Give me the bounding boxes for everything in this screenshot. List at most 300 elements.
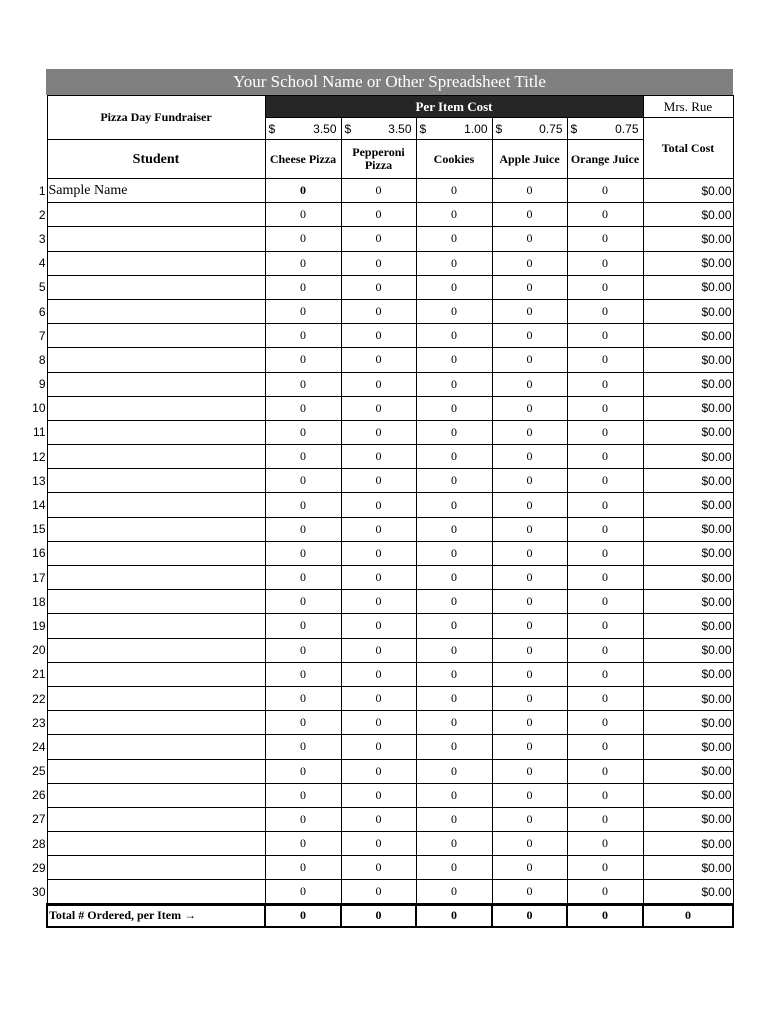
price-cell[interactable] bbox=[492, 118, 567, 140]
row-total-cost[interactable]: $0.00 bbox=[643, 783, 733, 807]
table-row bbox=[28, 227, 733, 251]
row-number: 17 bbox=[32, 570, 46, 585]
row-total-cost[interactable]: $0.00 bbox=[643, 880, 733, 904]
student-name-cell[interactable] bbox=[47, 299, 265, 323]
price-cell[interactable] bbox=[265, 118, 341, 140]
quantity-cell[interactable]: 0 bbox=[341, 807, 416, 831]
quantity-cell[interactable]: 0 bbox=[416, 880, 492, 904]
quantity-cell[interactable]: 0 bbox=[265, 396, 341, 420]
student-name-cell[interactable] bbox=[47, 541, 265, 565]
table-row bbox=[28, 541, 733, 565]
quantity-cell[interactable]: 0 bbox=[567, 638, 643, 662]
table-row bbox=[28, 251, 733, 275]
row-number: 24 bbox=[32, 739, 46, 754]
table-row bbox=[28, 445, 733, 469]
row-number: 4 bbox=[38, 256, 46, 271]
table-row bbox=[28, 396, 733, 420]
student-name-cell[interactable] bbox=[47, 348, 265, 372]
quantity-cell[interactable]: 0 bbox=[341, 638, 416, 662]
student-name-cell[interactable] bbox=[47, 807, 265, 831]
quantity-cell[interactable]: 0 bbox=[265, 324, 341, 348]
row-total-cost[interactable]: $0.00 bbox=[643, 469, 733, 493]
quantity-cell[interactable]: 0 bbox=[567, 348, 643, 372]
quantity-cell[interactable]: 0 bbox=[341, 832, 416, 856]
item-header-orange-juice[interactable]: Orange Juice bbox=[567, 140, 643, 179]
total-ordered-label[interactable]: Total # Ordered, per Item → bbox=[47, 904, 265, 927]
row-total-cost[interactable]: $0.00 bbox=[643, 856, 733, 880]
quantity-cell[interactable]: 0 bbox=[341, 445, 416, 469]
row-number: 8 bbox=[38, 352, 46, 367]
item-header-apple-juice[interactable]: Apple Juice bbox=[492, 140, 567, 179]
row-number: 3 bbox=[38, 231, 46, 246]
row-number: 26 bbox=[32, 788, 46, 803]
table-row bbox=[28, 735, 733, 759]
quantity-cell[interactable]: 0 bbox=[416, 299, 492, 323]
row-total-cost[interactable]: $0.00 bbox=[643, 275, 733, 299]
item-header-cookies[interactable]: Cookies bbox=[416, 140, 492, 179]
table-row bbox=[28, 880, 733, 904]
student-name-cell[interactable] bbox=[47, 638, 265, 662]
row-number: 21 bbox=[32, 667, 46, 682]
row-number: 9 bbox=[38, 377, 46, 392]
quantity-cell[interactable]: 0 bbox=[492, 517, 567, 541]
table-row bbox=[28, 203, 733, 227]
quantity-cell[interactable]: 0 bbox=[567, 299, 643, 323]
quantity-cell[interactable]: 0 bbox=[265, 348, 341, 372]
item-total[interactable]: 0 bbox=[416, 904, 492, 927]
price-cell[interactable] bbox=[567, 118, 643, 140]
student-name-cell[interactable]: Sample Name bbox=[47, 179, 265, 203]
quantity-cell[interactable]: 0 bbox=[567, 614, 643, 638]
table-row bbox=[28, 299, 733, 323]
quantity-cell[interactable]: 0 bbox=[265, 445, 341, 469]
student-name-cell[interactable] bbox=[47, 711, 265, 735]
row-number: 5 bbox=[38, 280, 46, 295]
quantity-cell[interactable]: 0 bbox=[265, 686, 341, 710]
student-name-cell[interactable] bbox=[47, 759, 265, 783]
row-number: 30 bbox=[32, 885, 46, 900]
quantity-cell[interactable]: 0 bbox=[265, 251, 341, 275]
quantity-cell[interactable]: 0 bbox=[567, 372, 643, 396]
quantity-cell[interactable]: 0 bbox=[265, 566, 341, 590]
quantity-cell[interactable]: 0 bbox=[341, 493, 416, 517]
quantity-cell[interactable]: 0 bbox=[341, 686, 416, 710]
item-total[interactable]: 0 bbox=[265, 904, 341, 927]
grand-total[interactable]: 0 bbox=[643, 904, 733, 927]
quantity-cell[interactable]: 0 bbox=[265, 203, 341, 227]
table-row bbox=[28, 638, 733, 662]
price-value: 3.50 bbox=[313, 122, 337, 136]
row-number: 22 bbox=[32, 691, 46, 706]
quantity-cell[interactable]: 0 bbox=[492, 686, 567, 710]
item-total[interactable]: 0 bbox=[341, 904, 416, 927]
quantity-cell[interactable]: 0 bbox=[416, 517, 492, 541]
table-row bbox=[28, 856, 733, 880]
price-cell[interactable] bbox=[341, 118, 416, 140]
quantity-cell[interactable]: 0 bbox=[341, 614, 416, 638]
student-name-cell[interactable] bbox=[47, 251, 265, 275]
quantity-cell[interactable]: 0 bbox=[265, 179, 341, 203]
quantity-cell[interactable]: 0 bbox=[341, 396, 416, 420]
quantity-cell[interactable]: 0 bbox=[492, 638, 567, 662]
quantity-cell[interactable]: 0 bbox=[567, 807, 643, 831]
quantity-cell[interactable]: 0 bbox=[416, 469, 492, 493]
quantity-cell[interactable]: 0 bbox=[265, 372, 341, 396]
row-total-cost[interactable]: $0.00 bbox=[643, 711, 733, 735]
row-number-spacer bbox=[28, 140, 47, 179]
row-number: 11 bbox=[33, 425, 46, 440]
quantity-cell[interactable]: 0 bbox=[416, 711, 492, 735]
quantity-cell[interactable]: 0 bbox=[341, 759, 416, 783]
quantity-cell[interactable]: 0 bbox=[567, 227, 643, 251]
quantity-cell[interactable]: 0 bbox=[567, 445, 643, 469]
row-total-cost[interactable]: $0.00 bbox=[643, 179, 733, 203]
quantity-cell[interactable]: 0 bbox=[265, 227, 341, 251]
quantity-cell[interactable]: 0 bbox=[567, 686, 643, 710]
student-name-cell[interactable] bbox=[47, 372, 265, 396]
student-name-cell[interactable] bbox=[47, 856, 265, 880]
quantity-cell[interactable]: 0 bbox=[416, 324, 492, 348]
item-total[interactable]: 0 bbox=[567, 904, 643, 927]
quantity-cell[interactable]: 0 bbox=[416, 275, 492, 299]
quantity-cell[interactable]: 0 bbox=[567, 662, 643, 686]
quantity-cell[interactable]: 0 bbox=[341, 203, 416, 227]
table-row bbox=[28, 832, 733, 856]
table-row bbox=[28, 348, 733, 372]
quantity-cell[interactable]: 0 bbox=[492, 832, 567, 856]
quantity-cell[interactable]: 0 bbox=[567, 759, 643, 783]
row-total-cost[interactable]: $0.00 bbox=[643, 807, 733, 831]
quantity-cell[interactable]: 0 bbox=[492, 251, 567, 275]
quantity-cell[interactable]: 0 bbox=[265, 541, 341, 565]
student-name-cell[interactable] bbox=[47, 614, 265, 638]
row-number: 14 bbox=[32, 498, 46, 513]
quantity-cell[interactable]: 0 bbox=[492, 420, 567, 444]
table-row bbox=[28, 614, 733, 638]
quantity-cell[interactable]: 0 bbox=[567, 275, 643, 299]
quantity-cell[interactable]: 0 bbox=[416, 686, 492, 710]
quantity-cell[interactable]: 0 bbox=[416, 372, 492, 396]
quantity-cell[interactable]: 0 bbox=[265, 614, 341, 638]
row-number: 12 bbox=[32, 449, 46, 464]
row-number: 6 bbox=[38, 304, 46, 319]
table-row bbox=[28, 517, 733, 541]
quantity-cell[interactable]: 0 bbox=[416, 759, 492, 783]
student-name-cell[interactable] bbox=[47, 735, 265, 759]
table-row bbox=[28, 420, 733, 444]
quantity-cell[interactable]: 0 bbox=[341, 420, 416, 444]
row-total-cost[interactable]: $0.00 bbox=[643, 517, 733, 541]
quantity-cell[interactable]: 0 bbox=[567, 203, 643, 227]
quantity-cell[interactable]: 0 bbox=[341, 783, 416, 807]
quantity-cell[interactable]: 0 bbox=[265, 517, 341, 541]
row-number: 15 bbox=[32, 522, 46, 537]
quantity-cell[interactable]: 0 bbox=[265, 638, 341, 662]
quantity-cell[interactable]: 0 bbox=[567, 517, 643, 541]
price-value: 1.00 bbox=[464, 122, 488, 136]
quantity-cell[interactable]: 0 bbox=[341, 227, 416, 251]
order-table bbox=[28, 95, 734, 928]
quantity-cell[interactable]: 0 bbox=[567, 832, 643, 856]
quantity-cell[interactable]: 0 bbox=[341, 517, 416, 541]
quantity-cell[interactable]: 0 bbox=[341, 541, 416, 565]
student-name-cell[interactable] bbox=[47, 227, 265, 251]
student-header[interactable]: Student bbox=[47, 140, 265, 179]
quantity-cell[interactable]: 0 bbox=[265, 880, 341, 904]
quantity-cell[interactable]: 0 bbox=[341, 275, 416, 299]
row-total-cost[interactable]: $0.00 bbox=[643, 832, 733, 856]
quantity-cell[interactable]: 0 bbox=[265, 783, 341, 807]
per-item-cost-header[interactable]: Per Item Cost bbox=[265, 96, 643, 118]
quantity-cell[interactable]: 0 bbox=[341, 179, 416, 203]
quantity-cell[interactable]: 0 bbox=[265, 493, 341, 517]
currency-symbol: $ bbox=[344, 122, 352, 136]
quantity-cell[interactable]: 0 bbox=[416, 541, 492, 565]
row-total-cost[interactable]: $0.00 bbox=[643, 566, 733, 590]
item-header-pepperoni-pizza[interactable]: Pepperoni Pizza bbox=[341, 140, 416, 179]
quantity-cell[interactable]: 0 bbox=[567, 856, 643, 880]
quantity-cell[interactable]: 0 bbox=[416, 638, 492, 662]
row-number: 29 bbox=[32, 860, 46, 875]
quantity-cell[interactable]: 0 bbox=[416, 662, 492, 686]
quantity-cell[interactable]: 0 bbox=[416, 251, 492, 275]
quantity-cell[interactable]: 0 bbox=[567, 493, 643, 517]
quantity-cell[interactable]: 0 bbox=[416, 179, 492, 203]
quantity-cell[interactable]: 0 bbox=[416, 493, 492, 517]
table-row bbox=[28, 372, 733, 396]
quantity-cell[interactable]: 0 bbox=[341, 566, 416, 590]
row-total-cost[interactable]: $0.00 bbox=[643, 541, 733, 565]
price-value: 3.50 bbox=[388, 122, 412, 136]
item-header-cheese-pizza[interactable]: Cheese Pizza bbox=[265, 140, 341, 179]
sheet-title[interactable]: Your School Name or Other Spreadsheet Title bbox=[46, 69, 733, 95]
quantity-cell[interactable]: 0 bbox=[416, 348, 492, 372]
quantity-cell[interactable]: 0 bbox=[341, 711, 416, 735]
quantity-cell[interactable]: 0 bbox=[341, 372, 416, 396]
price-value: 0.75 bbox=[539, 122, 563, 136]
row-number: 23 bbox=[32, 715, 46, 730]
row-number: 16 bbox=[32, 546, 46, 561]
table-row bbox=[28, 590, 733, 614]
row-number: 18 bbox=[32, 594, 46, 609]
quantity-cell[interactable]: 0 bbox=[567, 711, 643, 735]
student-name-cell[interactable] bbox=[47, 493, 265, 517]
quantity-cell[interactable]: 0 bbox=[492, 783, 567, 807]
row-total-cost[interactable]: $0.00 bbox=[643, 493, 733, 517]
quantity-cell[interactable]: 0 bbox=[341, 662, 416, 686]
student-name-cell[interactable] bbox=[47, 469, 265, 493]
table-row bbox=[28, 807, 733, 831]
student-name-cell[interactable] bbox=[47, 566, 265, 590]
student-name-cell[interactable] bbox=[47, 203, 265, 227]
student-name-cell[interactable] bbox=[47, 445, 265, 469]
quantity-cell[interactable]: 0 bbox=[265, 711, 341, 735]
row-number-spacer bbox=[28, 96, 47, 118]
quantity-cell[interactable]: 0 bbox=[492, 711, 567, 735]
quantity-cell[interactable]: 0 bbox=[567, 735, 643, 759]
quantity-cell[interactable]: 0 bbox=[492, 445, 567, 469]
row-total-cost[interactable]: $0.00 bbox=[643, 445, 733, 469]
quantity-cell[interactable]: 0 bbox=[567, 566, 643, 590]
row-total-cost[interactable]: $0.00 bbox=[643, 203, 733, 227]
currency-symbol: $ bbox=[419, 122, 427, 136]
quantity-cell[interactable]: 0 bbox=[265, 469, 341, 493]
row-number: 20 bbox=[32, 643, 46, 658]
quantity-cell[interactable]: 0 bbox=[492, 807, 567, 831]
row-total-cost[interactable]: $0.00 bbox=[643, 348, 733, 372]
quantity-cell[interactable]: 0 bbox=[492, 735, 567, 759]
quantity-cell[interactable]: 0 bbox=[265, 662, 341, 686]
quantity-cell[interactable]: 0 bbox=[265, 299, 341, 323]
total-cost-header[interactable]: Total Cost bbox=[643, 118, 733, 179]
student-name-cell[interactable] bbox=[47, 396, 265, 420]
table-row bbox=[28, 324, 733, 348]
currency-symbol: $ bbox=[570, 122, 578, 136]
quantity-cell[interactable]: 0 bbox=[492, 759, 567, 783]
row-number: 19 bbox=[32, 618, 46, 633]
row-total-cost[interactable]: $0.00 bbox=[643, 735, 733, 759]
quantity-cell[interactable]: 0 bbox=[416, 445, 492, 469]
student-name-cell[interactable] bbox=[47, 783, 265, 807]
row-number: 27 bbox=[32, 812, 46, 827]
quantity-cell[interactable]: 0 bbox=[341, 469, 416, 493]
student-name-cell[interactable] bbox=[47, 590, 265, 614]
quantity-cell[interactable]: 0 bbox=[265, 275, 341, 299]
table-row bbox=[28, 493, 733, 517]
quantity-cell[interactable]: 0 bbox=[567, 420, 643, 444]
row-number: 1 bbox=[38, 183, 46, 198]
quantity-cell[interactable]: 0 bbox=[492, 324, 567, 348]
quantity-cell[interactable]: 0 bbox=[416, 420, 492, 444]
quantity-cell[interactable]: 0 bbox=[492, 348, 567, 372]
table-row bbox=[28, 686, 733, 710]
quantity-cell[interactable]: 0 bbox=[265, 759, 341, 783]
quantity-cell[interactable]: 0 bbox=[265, 735, 341, 759]
student-name-cell[interactable] bbox=[47, 275, 265, 299]
row-number: 7 bbox=[38, 328, 46, 343]
row-number: 25 bbox=[32, 764, 46, 779]
row-total-cost[interactable]: $0.00 bbox=[643, 614, 733, 638]
quantity-cell[interactable]: 0 bbox=[416, 735, 492, 759]
row-total-cost[interactable]: $0.00 bbox=[643, 759, 733, 783]
row-total-cost[interactable]: $0.00 bbox=[643, 251, 733, 275]
quantity-cell[interactable]: 0 bbox=[567, 541, 643, 565]
quantity-cell[interactable]: 0 bbox=[416, 227, 492, 251]
quantity-cell[interactable]: 0 bbox=[341, 735, 416, 759]
quantity-cell[interactable]: 0 bbox=[567, 251, 643, 275]
table-row bbox=[28, 275, 733, 299]
row-total-cost[interactable]: $0.00 bbox=[643, 396, 733, 420]
student-name-cell[interactable] bbox=[47, 324, 265, 348]
quantity-cell[interactable]: 0 bbox=[492, 880, 567, 904]
row-total-cost[interactable]: $0.00 bbox=[643, 590, 733, 614]
quantity-cell[interactable]: 0 bbox=[492, 590, 567, 614]
quantity-cell[interactable]: 0 bbox=[492, 856, 567, 880]
quantity-cell[interactable]: 0 bbox=[567, 469, 643, 493]
quantity-cell[interactable]: 0 bbox=[492, 227, 567, 251]
row-total-cost[interactable]: $0.00 bbox=[643, 686, 733, 710]
quantity-cell[interactable]: 0 bbox=[416, 614, 492, 638]
row-total-cost[interactable]: $0.00 bbox=[643, 638, 733, 662]
item-total[interactable]: 0 bbox=[492, 904, 567, 927]
student-name-cell[interactable] bbox=[47, 880, 265, 904]
quantity-cell[interactable]: 0 bbox=[567, 783, 643, 807]
quantity-cell[interactable]: 0 bbox=[416, 832, 492, 856]
row-total-cost[interactable]: $0.00 bbox=[643, 227, 733, 251]
quantity-cell[interactable]: 0 bbox=[492, 179, 567, 203]
table-row bbox=[28, 566, 733, 590]
quantity-cell[interactable]: 0 bbox=[492, 566, 567, 590]
quantity-cell[interactable]: 0 bbox=[265, 856, 341, 880]
table-row bbox=[28, 469, 733, 493]
row-total-cost[interactable]: $0.00 bbox=[643, 662, 733, 686]
quantity-cell[interactable]: 0 bbox=[416, 396, 492, 420]
row-total-cost[interactable]: $0.00 bbox=[643, 299, 733, 323]
student-name-cell[interactable] bbox=[47, 686, 265, 710]
quantity-cell[interactable]: 0 bbox=[416, 590, 492, 614]
price-cell[interactable] bbox=[416, 118, 492, 140]
row-number-spacer bbox=[28, 904, 47, 927]
quantity-cell[interactable]: 0 bbox=[265, 807, 341, 831]
table-row bbox=[28, 711, 733, 735]
quantity-cell[interactable]: 0 bbox=[265, 832, 341, 856]
student-name-cell[interactable] bbox=[47, 662, 265, 686]
quantity-cell[interactable]: 0 bbox=[265, 420, 341, 444]
quantity-cell[interactable]: 0 bbox=[341, 299, 416, 323]
quantity-cell[interactable]: 0 bbox=[416, 203, 492, 227]
quantity-cell[interactable]: 0 bbox=[341, 856, 416, 880]
student-name-cell[interactable] bbox=[47, 420, 265, 444]
fundraiser-label[interactable]: Pizza Day Fundraiser bbox=[47, 96, 265, 140]
row-total-cost[interactable]: $0.00 bbox=[643, 324, 733, 348]
table-row bbox=[28, 759, 733, 783]
quantity-cell[interactable]: 0 bbox=[492, 541, 567, 565]
quantity-cell[interactable]: 0 bbox=[492, 662, 567, 686]
quantity-cell[interactable]: 0 bbox=[265, 590, 341, 614]
quantity-cell[interactable]: 0 bbox=[567, 324, 643, 348]
quantity-cell[interactable]: 0 bbox=[492, 275, 567, 299]
quantity-cell[interactable]: 0 bbox=[567, 179, 643, 203]
quantity-cell[interactable]: 0 bbox=[341, 590, 416, 614]
quantity-cell[interactable]: 0 bbox=[567, 880, 643, 904]
quantity-cell[interactable]: 0 bbox=[341, 348, 416, 372]
student-name-cell[interactable] bbox=[47, 517, 265, 541]
student-name-cell[interactable] bbox=[47, 832, 265, 856]
row-number: 13 bbox=[32, 473, 46, 488]
quantity-cell[interactable]: 0 bbox=[341, 324, 416, 348]
quantity-cell[interactable]: 0 bbox=[416, 807, 492, 831]
quantity-cell[interactable]: 0 bbox=[341, 880, 416, 904]
quantity-cell[interactable]: 0 bbox=[492, 493, 567, 517]
quantity-cell[interactable]: 0 bbox=[416, 566, 492, 590]
quantity-cell[interactable]: 0 bbox=[341, 251, 416, 275]
quantity-cell[interactable]: 0 bbox=[492, 299, 567, 323]
quantity-cell[interactable]: 0 bbox=[416, 783, 492, 807]
teacher-name[interactable]: Mrs. Rue bbox=[643, 96, 733, 118]
quantity-cell[interactable]: 0 bbox=[416, 856, 492, 880]
quantity-cell[interactable]: 0 bbox=[567, 590, 643, 614]
quantity-cell[interactable]: 0 bbox=[492, 372, 567, 396]
quantity-cell[interactable]: 0 bbox=[492, 203, 567, 227]
row-total-cost[interactable]: $0.00 bbox=[643, 420, 733, 444]
row-number-spacer bbox=[28, 118, 47, 140]
row-total-cost[interactable]: $0.00 bbox=[643, 372, 733, 396]
quantity-cell[interactable]: 0 bbox=[567, 396, 643, 420]
quantity-cell[interactable]: 0 bbox=[492, 614, 567, 638]
quantity-cell[interactable]: 0 bbox=[492, 469, 567, 493]
table-row bbox=[28, 179, 733, 203]
quantity-cell[interactable]: 0 bbox=[492, 396, 567, 420]
